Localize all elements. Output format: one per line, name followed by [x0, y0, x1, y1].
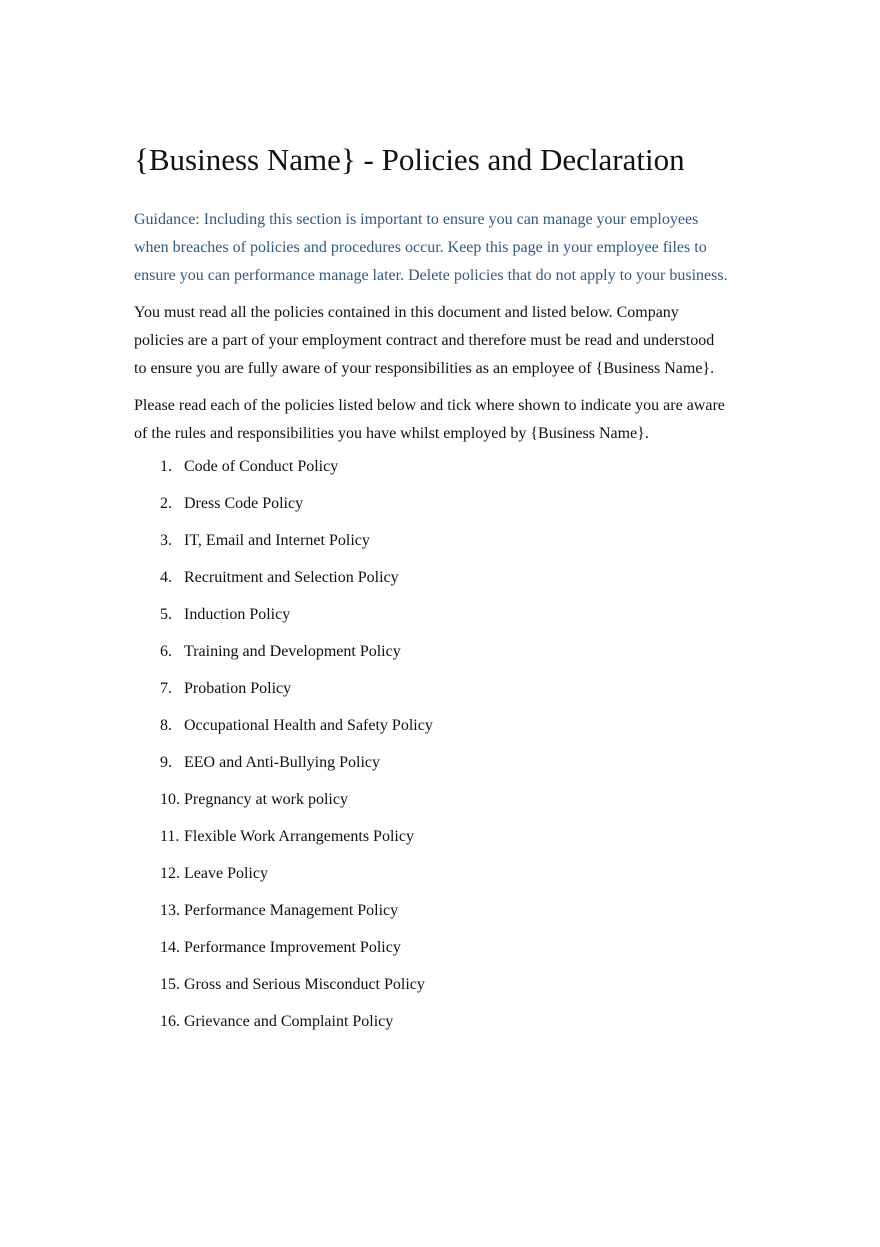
list-item-number: 3.: [160, 532, 172, 549]
list-item: [160, 975, 730, 995]
list-item-number: 8.: [160, 717, 172, 734]
list-item: [160, 864, 730, 884]
list-item: [160, 1012, 730, 1032]
list-item-number: 5.: [160, 606, 172, 623]
list-item-label: Induction Policy: [184, 606, 291, 623]
list-item-label: Recruitment and Selection Policy: [184, 569, 399, 586]
list-item: [160, 790, 730, 810]
list-item: [160, 605, 730, 625]
list-item-number: 7.: [160, 680, 172, 697]
list-item: [160, 716, 730, 736]
list-item: [160, 457, 730, 477]
list-item: [160, 753, 730, 773]
list-item-label: Flexible Work Arrangements Policy: [184, 828, 414, 845]
page-title: {Business Name} - Policies and Declaration: [134, 142, 685, 177]
list-item: [160, 531, 730, 551]
list-item: [160, 901, 730, 921]
list-item-label: Leave Policy: [184, 865, 268, 882]
list-item-label: Pregnancy at work policy: [184, 791, 348, 808]
list-item: [160, 494, 730, 514]
list-item: [160, 679, 730, 699]
intro-paragraph: You must read all the policies contained in this document and listed below. Company policies are a part of your employment contract and therefore must be read and understood to ensure you are fully aware of your responsibilities as an employee of {Business Name}.: [134, 304, 715, 377]
list-item-number: 10.: [160, 791, 180, 808]
list-item-label: Gross and Serious Misconduct Policy: [184, 976, 425, 993]
list-item-label: Performance Improvement Policy: [184, 939, 401, 956]
list-item-number: 13.: [160, 902, 180, 919]
guidance-paragraph: Guidance: Including this section is important to ensure you can manage your employees when breaches of policies and procedures occur. Keep this page in your employee files to ensure you can performance manage later. Delete policies that do not apply to your business.: [134, 211, 728, 284]
list-item-number: 11.: [160, 828, 180, 845]
list-item-label: EEO and Anti-Bullying Policy: [184, 754, 380, 771]
list-item-label: Probation Policy: [184, 680, 292, 697]
list-item: [160, 827, 730, 847]
list-item: [160, 938, 730, 958]
list-item-label: IT, Email and Internet Policy: [184, 532, 370, 549]
instruction-paragraph: Please read each of the policies listed below and tick where shown to indicate you are aware of the rules and responsibilities you have whilst employed by {Business Name}.: [134, 397, 725, 442]
list-item-number: 2.: [160, 495, 172, 512]
list-item-number: 15.: [160, 976, 180, 993]
list-item-label: Performance Management Policy: [184, 902, 399, 919]
list-item-number: 4.: [160, 569, 172, 586]
list-item-label: Grievance and Complaint Policy: [184, 1013, 394, 1030]
list-item-label: Code of Conduct Policy: [184, 458, 339, 475]
list-item-label: Training and Development Policy: [184, 643, 401, 660]
list-item-number: 1.: [160, 458, 172, 475]
list-item-number: 16.: [160, 1013, 180, 1030]
list-item: [160, 568, 730, 588]
list-item-number: 9.: [160, 754, 172, 771]
list-item: [160, 642, 730, 662]
list-item-label: Dress Code Policy: [184, 495, 304, 512]
list-item-number: 12.: [160, 865, 180, 882]
list-item-number: 14.: [160, 939, 180, 956]
policy-list: [160, 457, 730, 1032]
list-item-label: Occupational Health and Safety Policy: [184, 717, 433, 734]
list-item-number: 6.: [160, 643, 172, 660]
